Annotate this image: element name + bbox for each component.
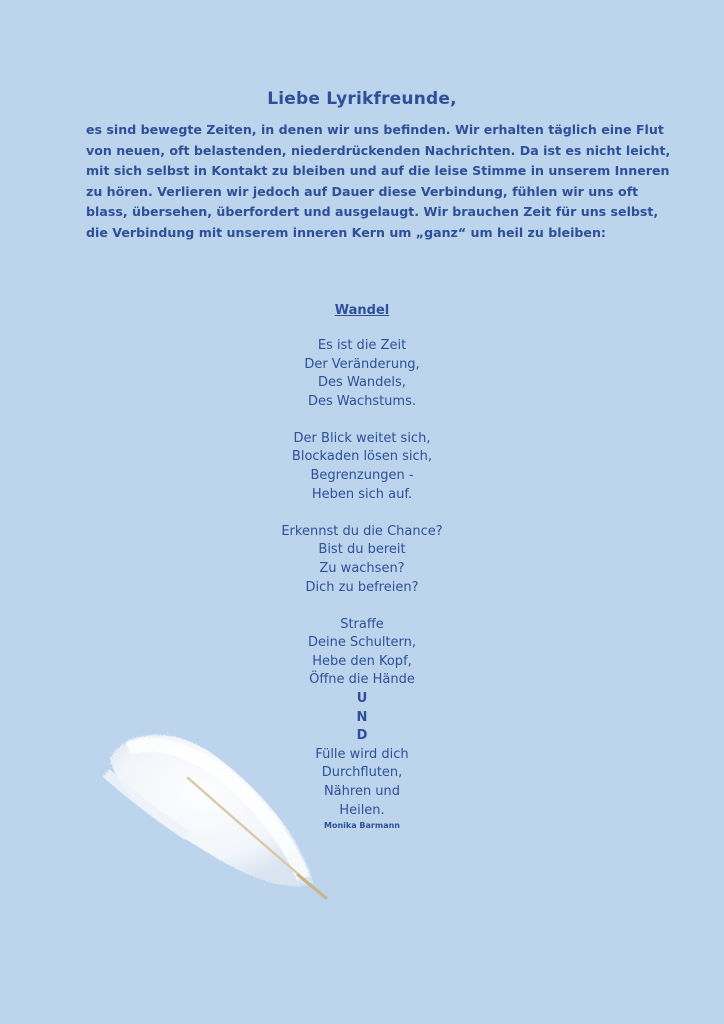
poem-line: Deine Schultern,: [307, 635, 417, 651]
poem-line: Nähren und: [323, 783, 401, 799]
intro-line: die Verbindung mit unserem inneren Kern um „ganz“ um heil zu bleiben:: [86, 224, 606, 240]
intro-line: blass, übersehen, überfordert und ausgelaugt. Wir brauchen Zeit für uns selbst,: [86, 204, 659, 219]
poem-line: Bist du bereit: [318, 542, 406, 558]
poem-line: Hebe den Kopf,: [312, 653, 412, 669]
poem-line: Des Wachstums.: [308, 393, 416, 409]
poem-stanza: [0, 430, 724, 504]
poem-line-letter: N: [356, 709, 368, 725]
feather-illustration: [98, 718, 338, 908]
poem-line: Heilen.: [339, 802, 385, 818]
poem-line: Erkennst du die Chance?: [281, 523, 443, 539]
poem-line: Straffe: [340, 616, 384, 632]
poem-stanza: [0, 337, 724, 411]
poem-line: Es ist die Zeit: [317, 338, 407, 353]
poem-line: Des Wandels,: [318, 375, 406, 391]
intro-line: es sind bewegte Zeiten, in denen wir uns befinden. Wir erhalten täglich eine Flut: [86, 122, 664, 137]
letter-heading: Liebe Lyrikfreunde,: [267, 89, 457, 109]
poem-line: Fülle wird dich: [315, 746, 409, 762]
poem-line: Dich zu befreien?: [305, 579, 419, 595]
poem-line: Heben sich auf.: [311, 486, 413, 502]
poem-line: Begrenzungen -: [310, 468, 414, 484]
poem-line: Der Veränderung,: [304, 356, 420, 372]
poem-stanza: [0, 523, 724, 597]
poem-line: Zu wachsen?: [319, 560, 405, 576]
poem-line: Der Blick weitet sich,: [293, 430, 431, 446]
intro-paragraph: [86, 120, 671, 243]
poem-line: Blockaden lösen sich,: [291, 449, 433, 465]
poem-line: Öffne die Hände: [309, 672, 415, 688]
poem-line-letter: U: [356, 691, 368, 706]
intro-line: zu hören. Verlieren wir jedoch auf Dauer diese Verbindung, fühlen wir uns oft: [86, 183, 639, 199]
poem-title: Wandel: [334, 303, 390, 318]
poem-line-letter: D: [356, 728, 368, 744]
poem-author: Monika Barmann: [324, 821, 400, 831]
intro-line: mit sich selbst in Kontakt zu bleiben und auf die leise Stimme in unserem Inneren: [86, 163, 670, 178]
intro-line: von neuen, oft belastenden, niederdrückenden Nachrichten. Da ist es nicht leicht,: [86, 142, 671, 158]
poem-line: Durchfluten,: [321, 765, 403, 781]
